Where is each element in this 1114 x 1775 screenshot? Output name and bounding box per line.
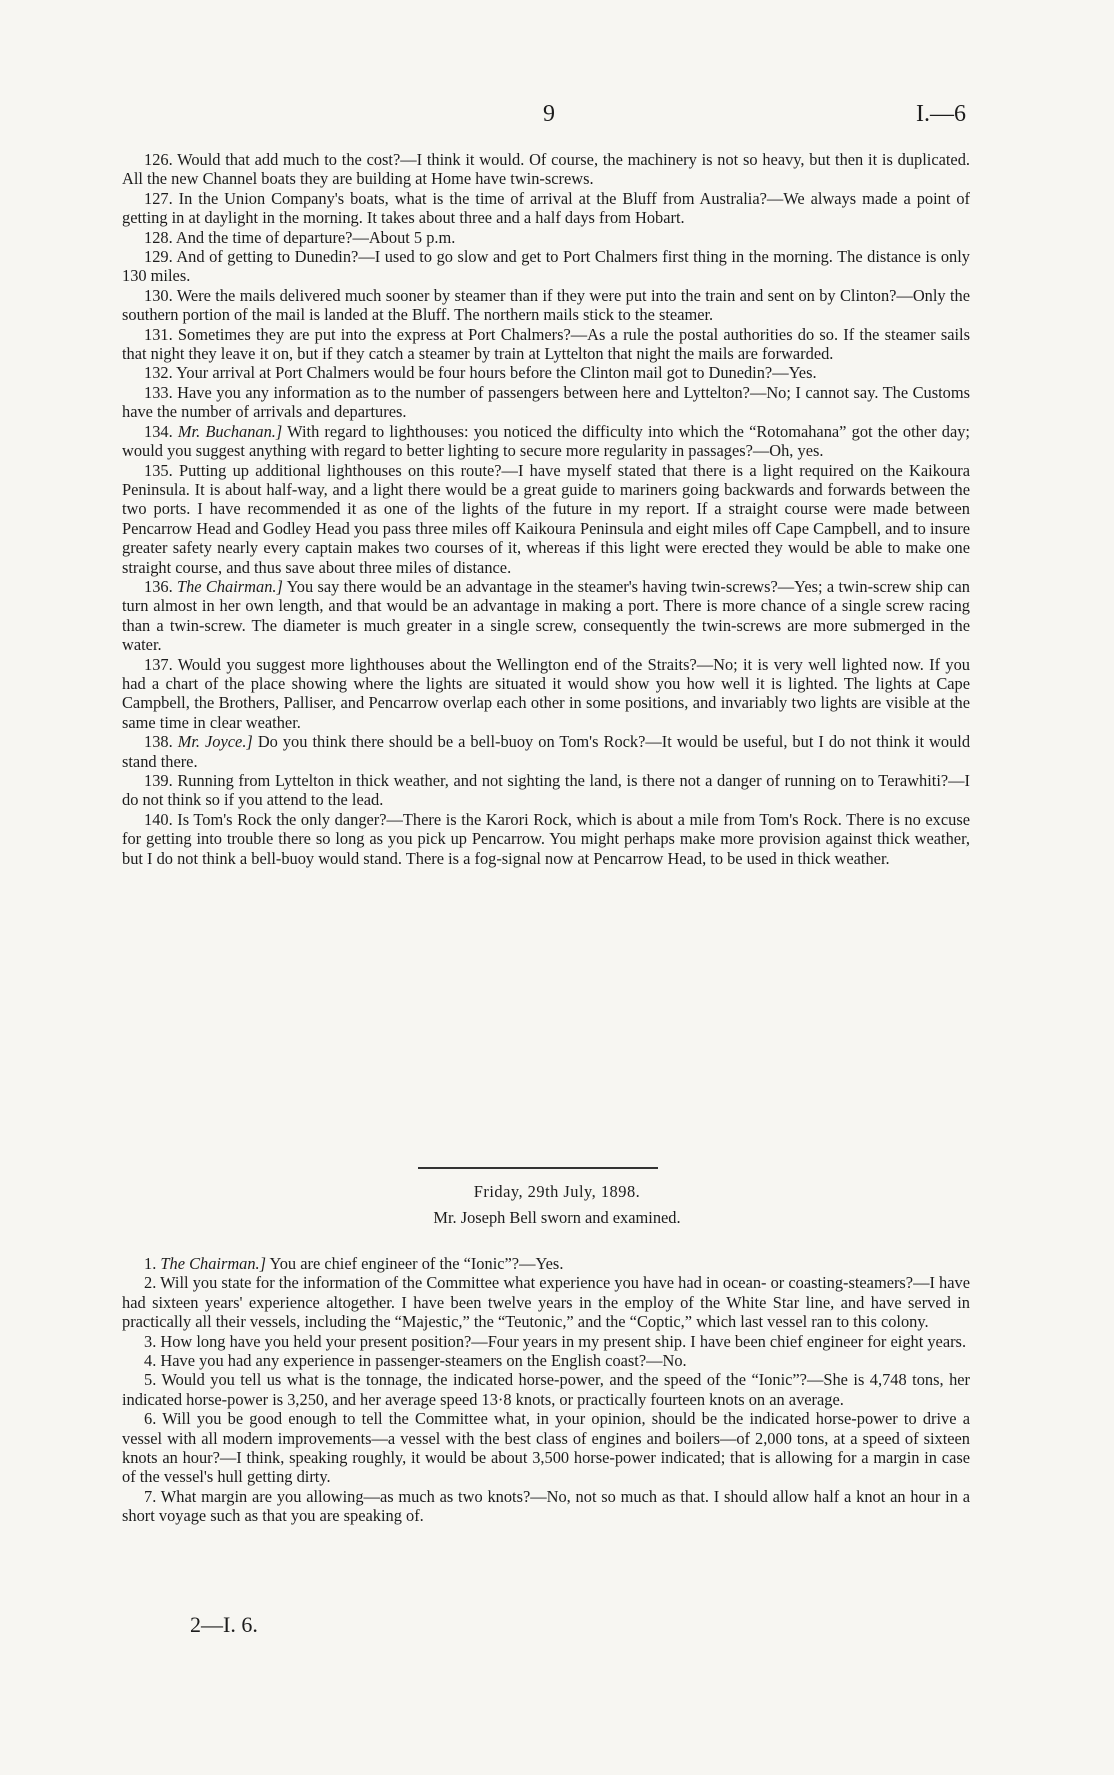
qa-paragraph xyxy=(122,1351,970,1370)
qa-paragraph xyxy=(122,1409,970,1487)
qa-paragraph xyxy=(122,383,970,422)
qa-paragraph xyxy=(122,1332,970,1351)
qa-text: 130. Were the mails delivered much sooner by steamer than if they were put into the train and sent on by Clinton?—Only the southern portion of the mail is landed at the Bluff. The northern mails stick to the steamer. xyxy=(122,285,970,325)
question-number: 136. xyxy=(144,576,177,596)
qa-text: 135. Putting up additional lighthouses on this route?—I have myself stated that there is a light required on the Kaikoura Peninsula. It is about half-way, and a light there would be a great guide to mariners going backwards and forwards between the two ports. I have recommended it as one of the lights of the future in my report. If a straight course were made between Pencarrow Head and Godley Head you pass three miles off Kaikoura Peninsula and eight miles off Cape Campbell, and to insure greater safety nearly every captain makes two courses of it, whereas if this light were erected they would be able to make one straight course, and thus save about three miles of distance. xyxy=(122,460,970,577)
qa-text: 129. And of getting to Dunedin?—I used to go slow and get to Port Chalmers first thing in the morning. The distance is only 130 miles. xyxy=(122,247,970,286)
qa-paragraph xyxy=(122,286,970,325)
qa-paragraph xyxy=(122,1254,970,1273)
qa-paragraph xyxy=(122,655,970,733)
question-number: 138. xyxy=(144,732,178,752)
document-reference: I.—6 xyxy=(916,101,966,127)
qa-text: 132. Your arrival at Port Chalmers would be four hours before the Clinton mail got to Dunedin?—Yes. xyxy=(144,363,817,383)
qa-text: 139. Running from Lyttelton in thick weather, and not sighting the land, is there not a danger of running on to Terawhiti?—I do not think so if you attend to the lead. xyxy=(122,771,970,810)
section-divider xyxy=(418,1167,658,1169)
page-number: 9 xyxy=(543,101,555,127)
qa-text: You say there would be an advantage in the steamer's having twin-screws?—Yes; a twin-screw ship can turn almost in her own length, and that would be an advantage in making a port. There is more chance of a single screw racing than a twin-screw. The diameter is much greater in a single screw, consequently the twin-screws are more submerged in the water. xyxy=(122,576,970,655)
qa-paragraph xyxy=(122,577,970,655)
qa-text: 2. Will you state for the information of the Committee what experience you have had in ocean- or coasting-steamers?—I have had sixteen years' experience altogether. I have been twelve years in the employ of the White Star line, and have served in practically all their vessels, including the “Majestic,” the “Teutonic,” and the “Coptic,” which last vessel ran to this colony. xyxy=(122,1273,970,1332)
qa-text: You are chief engineer of the “Ionic”?—Yes. xyxy=(266,1254,564,1273)
qa-text: 6. Will you be good enough to tell the Committee what, in your opinion, should be the indicated horse-power to drive a vessel with all modern improvements—a vessel with the best class of engines and boilers—of 2,000 tons, at a speed of sixteen knots an hour?—I think, speaking roughly, it would be about 3,500 horse-power indicated; that is allowing for a margin in case of the vessel's hull getting dirty. xyxy=(122,1409,970,1487)
qa-paragraph xyxy=(122,363,970,382)
qa-paragraph xyxy=(122,1273,970,1331)
qa-text: With regard to lighthouses: you noticed the difficulty into which the “Rotomahana” got the other day; would you suggest anything with regard to better lighting to secure more regularity in passages?—Oh, yes. xyxy=(122,421,970,461)
qa-text: 128. And the time of departure?—About 5 p.m. xyxy=(144,227,456,247)
evidence-section-joseph-bell xyxy=(122,1254,970,1526)
qa-text: 140. Is Tom's Rock the only danger?—There is the Karori Rock, which is about a mile from Tom's Rock. There is no excuse for getting into trouble there so long as you pick up Pencarrow. You might perhaps make more provision against thick weather, but I do not think a bell-buoy would stand. There is a fog-signal now at Pencarrow Head, to be used in thick weather. xyxy=(122,809,970,868)
qa-text: 133. Have you any information as to the number of passengers between here and Lyttelton?—No; I cannot say. The Customs have the number of arrivals and departures. xyxy=(122,382,970,422)
qa-text: 7. What margin are you allowing—as much as two knots?—No, not so much as that. I should allow half a knot an hour in a short voyage such as that you are speaking of. xyxy=(122,1486,970,1526)
qa-paragraph xyxy=(122,150,970,189)
sheet-signature: 2—I. 6. xyxy=(190,1612,258,1637)
qa-text: 137. Would you suggest more lighthouses about the Wellington end of the Straits?—No; it is very well lighted now. If you had a chart of the place showing where the lights are situated it would show you how well it is lighted. The lights at Cape Campbell, the Brothers, Palliser, and Pencarrow overlap each other in some positions, and invariably two lights are visible at the same time in clear weather. xyxy=(122,654,970,732)
qa-paragraph xyxy=(122,228,970,247)
qa-text: 3. How long have you held your present position?—Four years in my present ship. I have been chief engineer for eight years. xyxy=(144,1331,967,1351)
speaker-name: Mr. Joyce.] xyxy=(177,732,253,752)
qa-paragraph xyxy=(122,771,970,810)
question-number: 134. xyxy=(144,421,178,441)
speaker-name: Mr. Buchanan.] xyxy=(177,421,283,441)
qa-text: 127. In the Union Company's boats, what is the time of arrival at the Bluff from Australia?—We always made a point of getting in at daylight in the morning. It takes about three and a half days from Hobart. xyxy=(122,188,970,228)
qa-paragraph xyxy=(122,1487,970,1526)
qa-text: 126. Would that add much to the cost?—I think it would. Of course, the machinery is not so heavy, but then it is duplicated. All the new Channel boats they are building at Home have twin-screws. xyxy=(122,150,970,189)
qa-paragraph xyxy=(122,732,970,771)
qa-paragraph xyxy=(122,325,970,364)
qa-text: 4. Have you had any experience in passenger-steamers on the English coast?—No. xyxy=(144,1351,687,1371)
qa-paragraph xyxy=(122,461,970,577)
evidence-section-previous xyxy=(122,150,970,868)
qa-text: 5. Would you tell us what is the tonnage, the indicated horse-power, and the speed of the “Ionic”?—She is 4,748 tons, her indicated horse-power is 3,250, and her average speed 13·8 knots, or practically fourteen knots on an average. xyxy=(122,1370,970,1409)
witness-heading: Mr. Joseph Bell sworn and examined. xyxy=(433,1208,681,1227)
qa-paragraph xyxy=(122,810,970,868)
speaker-name: The Chairman.] xyxy=(177,576,283,596)
qa-paragraph xyxy=(122,247,970,286)
question-number: 1. xyxy=(144,1254,161,1273)
qa-text: Do you think there should be a bell-buoy on Tom's Rock?—It would be useful, but I do not think it would stand there. xyxy=(122,732,971,771)
qa-text: 131. Sometimes they are put into the express at Port Chalmers?—As a rule the postal authorities do so. If the steamer sails that night they leave it on, but if they catch a steamer by train at Lyttelton that night the mails are forwarded. xyxy=(122,324,970,364)
qa-paragraph xyxy=(122,189,970,228)
qa-paragraph xyxy=(122,1370,970,1409)
speaker-name: The Chairman.] xyxy=(160,1254,267,1273)
qa-paragraph xyxy=(122,422,970,461)
date-heading: Friday, 29th July, 1898. xyxy=(473,1182,641,1201)
